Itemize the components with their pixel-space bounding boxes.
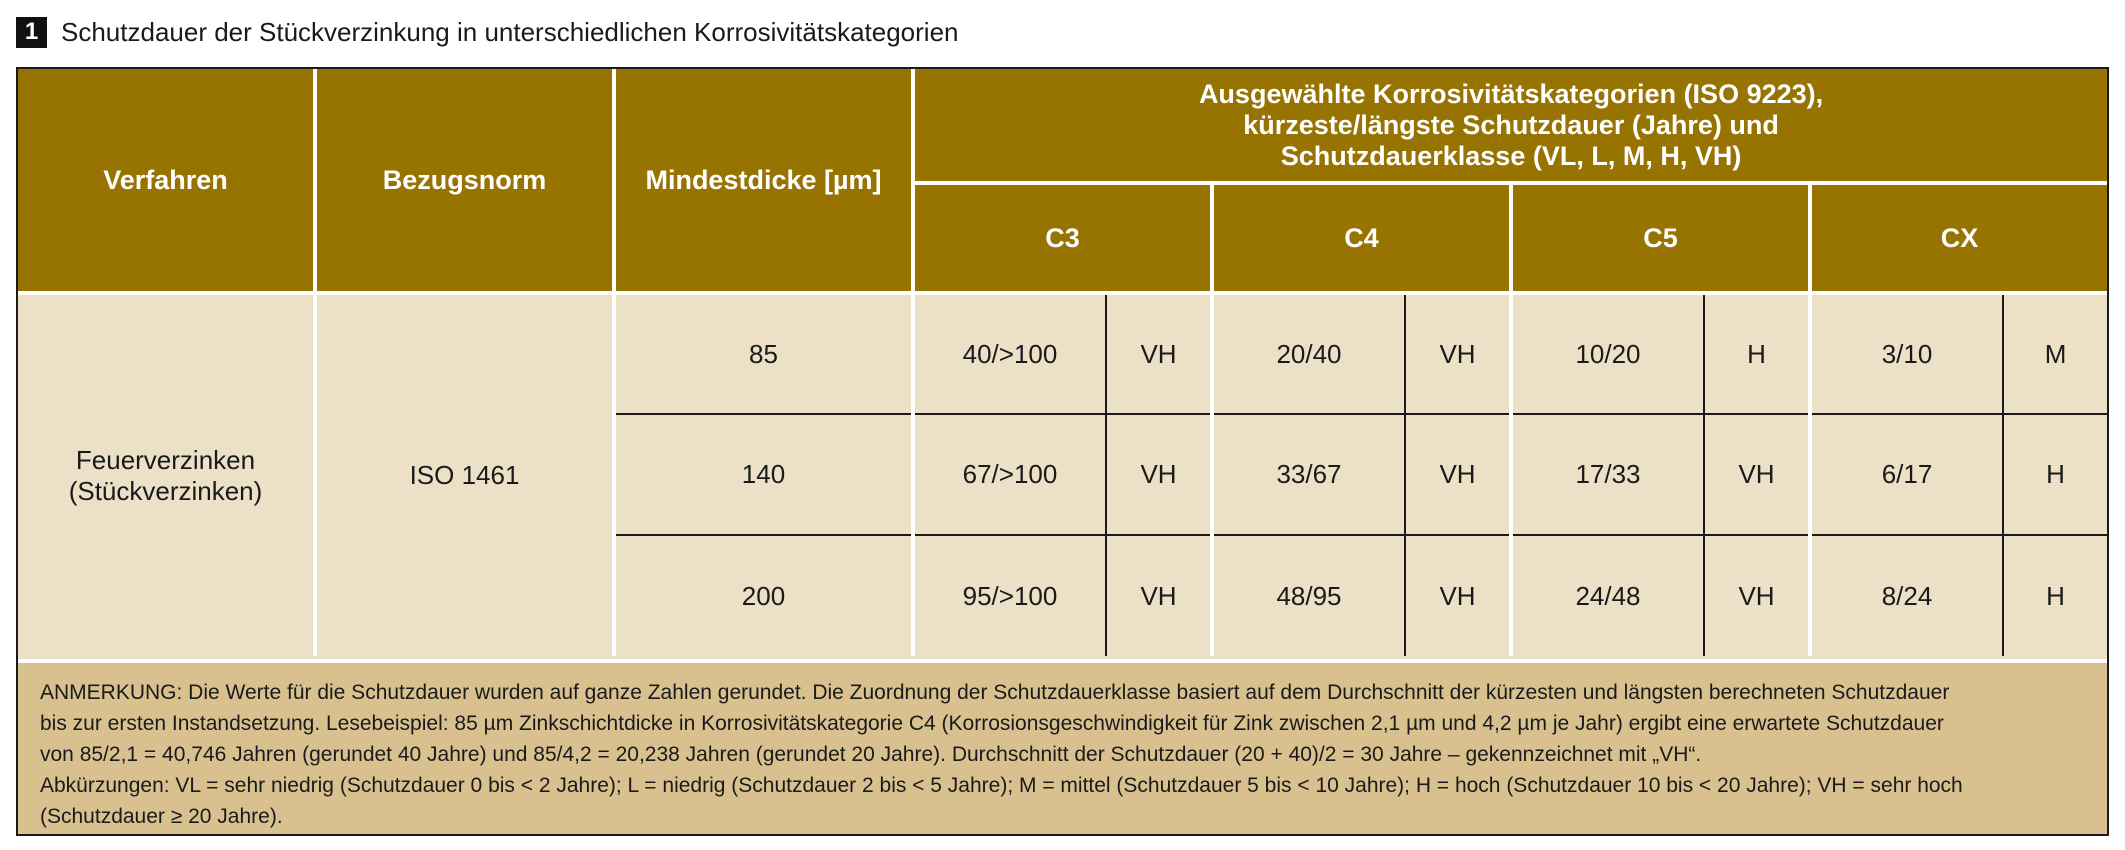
- verfahren-line2: (Stückverzinken): [68, 475, 263, 506]
- c3-class-cell: VH: [1106, 293, 1212, 414]
- table-note: [18, 659, 2107, 836]
- c3-class-cell: VH: [1106, 414, 1212, 535]
- header-verfahren: Verfahren: [18, 69, 315, 293]
- protection-duration-table-frame: [16, 67, 2109, 836]
- c3-duration-cell: 40/>100: [913, 293, 1106, 414]
- cx-duration-cell: 8/24: [1810, 535, 2003, 656]
- verfahren-line1: Feuerverzinken: [75, 444, 256, 475]
- table-caption: [16, 14, 958, 50]
- c4-duration-cell: 33/67: [1212, 414, 1405, 535]
- dicke-cell: 140: [614, 414, 913, 535]
- c5-class-cell: VH: [1704, 414, 1810, 535]
- dicke-cell: 85: [614, 293, 913, 414]
- note-abbreviations-line: (Schutzdauer ≥ 20 Jahre).: [40, 805, 283, 828]
- c5-duration-cell: 24/48: [1511, 535, 1704, 656]
- c5-duration-cell: 10/20: [1511, 293, 1704, 414]
- c3-class-cell: VH: [1106, 535, 1212, 656]
- header-cx: CX: [1810, 183, 2107, 293]
- header-mindestdicke: Mindestdicke [µm]: [614, 69, 913, 293]
- c4-class-cell: VH: [1405, 535, 1511, 656]
- dicke-cell: 200: [614, 535, 913, 656]
- caption-title: Schutzdauer der Stückverzinkung in unterschiedlichen Korrosivitätskategorien: [61, 16, 959, 47]
- note-line: ANMERKUNG: Die Werte für die Schutzdauer wurden auf ganze Zahlen gerundet. Die Zuordnung der Schutzdauerklasse basiert auf dem Durchschnitt der kürzesten und längsten berechneten Schutzdauer: [40, 681, 1950, 704]
- table-row: [18, 293, 2107, 414]
- header-c4: C4: [1212, 183, 1511, 293]
- protection-duration-table: [18, 69, 2107, 656]
- bezugsnorm-cell: ISO 1461: [315, 293, 614, 656]
- note-line: bis zur ersten Instandsetzung. Lesebeispiel: 85 µm Zinkschichtdicke in Korrosivitätskategorie C4 (Korrosionsgeschwindigkeit für Zink zwischen 2,1 µm und 4,2 µm je Jahr) ergibt eine erwartete Schutzdauer: [40, 712, 1944, 735]
- caption-number: 1: [16, 17, 47, 48]
- c5-class-cell: VH: [1704, 535, 1810, 656]
- c5-class-cell: H: [1704, 293, 1810, 414]
- header-c3: C3: [913, 183, 1212, 293]
- header-bezugsnorm: Bezugsnorm: [315, 69, 614, 293]
- cx-class-cell: M: [2003, 293, 2107, 414]
- c4-duration-cell: 48/95: [1212, 535, 1405, 656]
- c3-duration-cell: 95/>100: [913, 535, 1106, 656]
- cx-duration-cell: 6/17: [1810, 414, 2003, 535]
- cx-class-cell: H: [2003, 414, 2107, 535]
- header-category-group: [913, 69, 2107, 183]
- cx-class-cell: H: [2003, 535, 2107, 656]
- header-group-line2: kürzeste/längste Schutzdauer (Jahre) und: [1243, 109, 1779, 140]
- note-line: von 85/2,1 = 40,746 Jahren (gerundet 40 Jahre) und 85/4,2 = 20,238 Jahren (gerundet 20 Jahre). Durchschnitt der Schutzdauer (20 + 40)/2 = 30 Jahre – gekennzeichnet mit „VH“.: [40, 743, 1702, 766]
- c4-class-cell: VH: [1405, 414, 1511, 535]
- header-group-line1: Ausgewählte Korrosivitätskategorien (ISO 9223),: [1198, 78, 1824, 109]
- c4-duration-cell: 20/40: [1212, 293, 1405, 414]
- verfahren-cell: [18, 293, 315, 656]
- header-row-top: [18, 69, 2107, 183]
- header-group-line3: Schutzdauerklasse (VL, L, M, H, VH): [1280, 140, 1742, 171]
- note-abbreviations-line: Abkürzungen: VL = sehr niedrig (Schutzdauer 0 bis < 2 Jahre); L = niedrig (Schutzdauer 2 bis < 5 Jahre); M = mittel (Schutzdauer 5 bis < 10 Jahre); H = hoch (Schutzdauer 10 bis < 20 Jahre); VH = sehr hoch: [40, 774, 1963, 797]
- header-c5: C5: [1511, 183, 1810, 293]
- cx-duration-cell: 3/10: [1810, 293, 2003, 414]
- c5-duration-cell: 17/33: [1511, 414, 1704, 535]
- c4-class-cell: VH: [1405, 293, 1511, 414]
- c3-duration-cell: 67/>100: [913, 414, 1106, 535]
